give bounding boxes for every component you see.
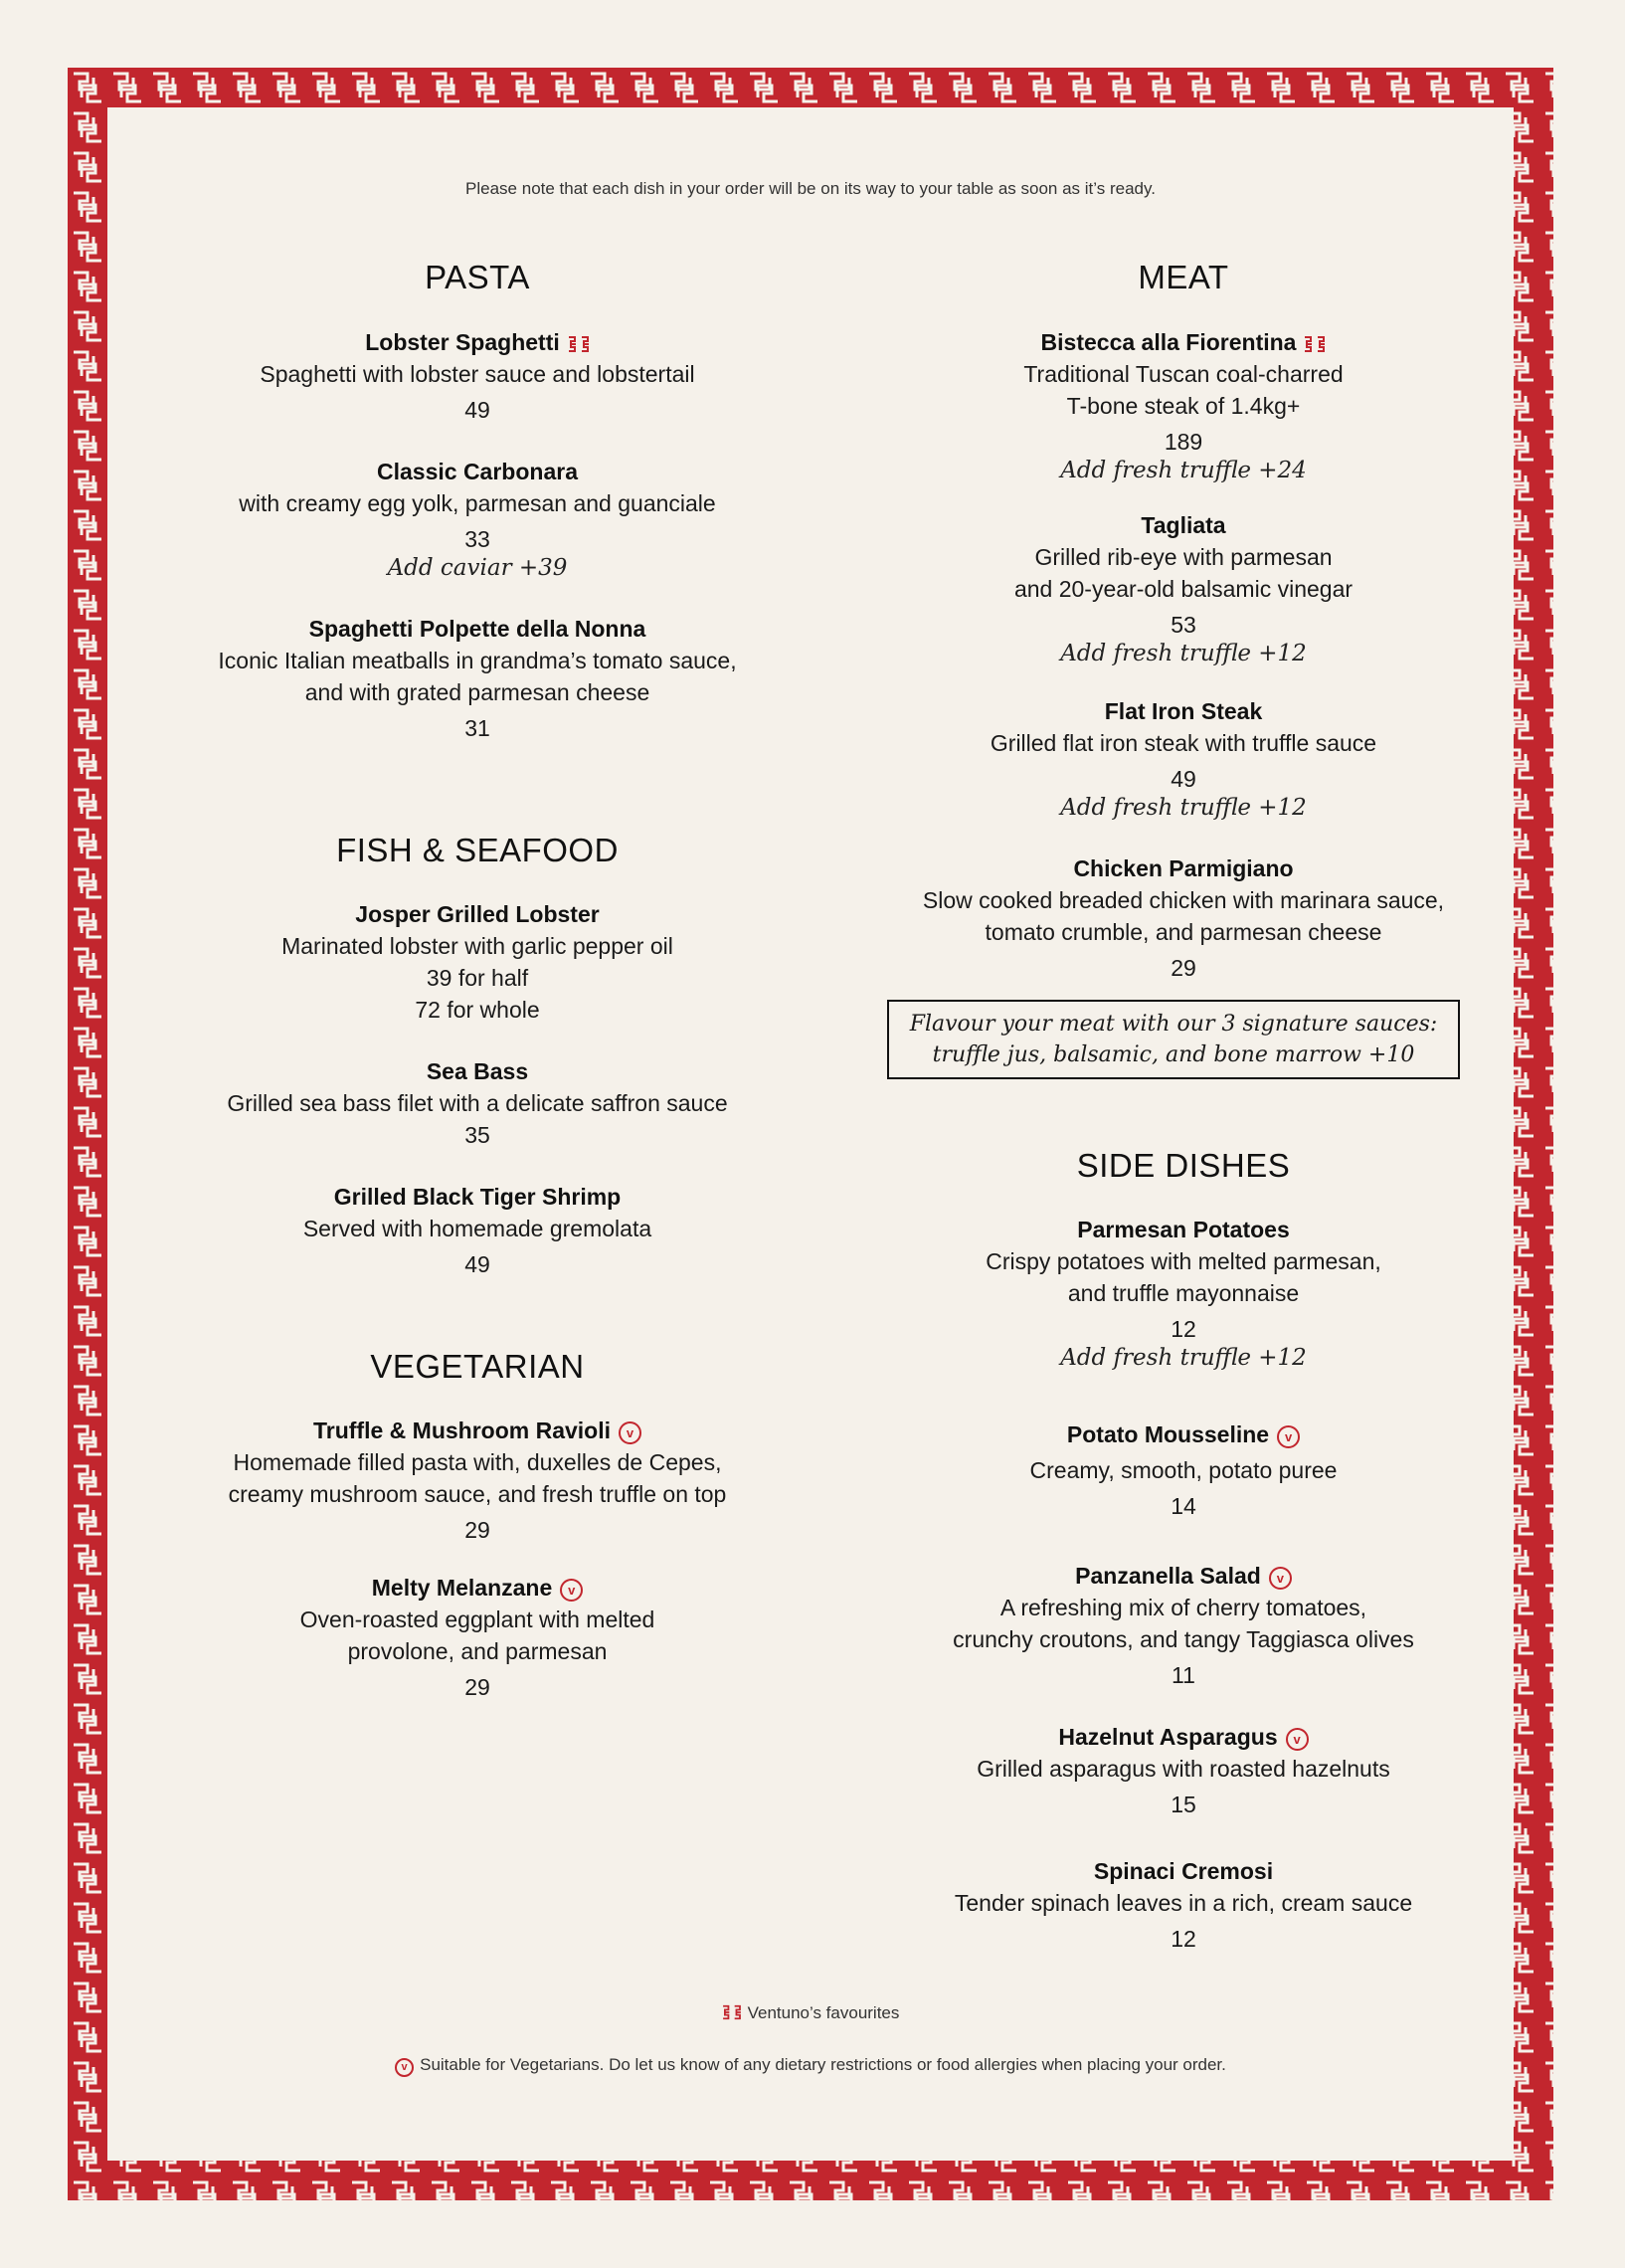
dish-name: Melty Melanzane [371, 1575, 553, 1601]
dish-addon: Add fresh truffle +12 [1060, 795, 1307, 821]
dish-addon: Add caviar +39 [387, 555, 568, 581]
dish-price: 49 [1171, 766, 1196, 792]
dish-price: 12 [1171, 1926, 1196, 1952]
ventuno-favourite-icon [722, 2004, 742, 2020]
section-title-fish: FISH & SEAFOOD [336, 832, 619, 868]
dish-description: T-bone steak of 1.4kg+ [1066, 393, 1301, 419]
dish-description: and 20-year-old balsamic vinegar [1013, 576, 1354, 602]
dish-addon: Add fresh truffle +12 [1060, 641, 1307, 666]
dish-price: 12 [1171, 1316, 1196, 1342]
dish-spinaci-cremosi [865, 1855, 1502, 1955]
dish-description: Served with homemade gremolata [302, 1216, 652, 1241]
dish-description: Grilled rib-eye with parmesan [1034, 544, 1333, 570]
dish-panzanella-salad [865, 1560, 1502, 1691]
menu-page [107, 107, 1514, 2161]
dish-name: Classic Carbonara [377, 459, 578, 484]
dish-price: 49 [464, 1251, 490, 1277]
vegetarian-v-icon: v [560, 1579, 583, 1602]
dish-description: Traditional Tuscan coal-charred [1023, 361, 1344, 387]
dish-bistecca-fiorentina [865, 326, 1502, 483]
dish-lobster-spaghetti [169, 326, 786, 426]
vegetarian-v-icon: v [395, 2058, 414, 2077]
dish-name: Bistecca alla Fiorentina [1040, 329, 1297, 355]
dish-name: Hazelnut Asparagus [1058, 1724, 1278, 1750]
dish-name: Lobster Spaghetti [365, 329, 560, 355]
section-title-pasta: PASTA [425, 259, 530, 295]
dish-price: 15 [1171, 1792, 1196, 1817]
dish-hazelnut-asparagus [865, 1721, 1502, 1820]
dish-name: Flat Iron Steak [1104, 698, 1263, 724]
dish-parmesan-potatoes [865, 1214, 1502, 1371]
dish-description: and with grated parmesan cheese [304, 679, 650, 705]
section-title-meat: MEAT [1138, 259, 1229, 295]
dish-price-whole: 72 for whole [415, 997, 540, 1023]
dish-name: Parmesan Potatoes [1077, 1217, 1290, 1242]
dish-description: tomato crumble, and parmesan cheese [985, 919, 1382, 945]
dish-name: Potato Mousseline [1066, 1421, 1270, 1447]
dish-potato-mousseline [865, 1418, 1502, 1522]
dish-spaghetti-polpette [169, 613, 786, 744]
dish-addon: Add fresh truffle +24 [1060, 458, 1307, 483]
dish-description: Slow cooked breaded chicken with marinara sauce, [922, 887, 1445, 913]
dish-price: 29 [1171, 955, 1196, 981]
legend-favourites-text: Ventuno’s favourites [747, 2003, 900, 2022]
dish-flat-iron-steak [865, 695, 1502, 821]
order-notice: Please note that each dish in your order will be on its way to your table as soon as it’s ready. [465, 179, 1156, 198]
ventuno-favourite-icon [568, 335, 590, 353]
dish-description: Homemade filled pasta with, duxelles de Cepes, [233, 1449, 722, 1475]
section-title-sides: SIDE DISHES [1076, 1147, 1291, 1184]
section-title-vegetarian: VEGETARIAN [370, 1348, 585, 1385]
dish-description: Oven-roasted eggplant with melted [299, 1606, 655, 1632]
signature-sauces-note [887, 1000, 1460, 1079]
dish-sea-bass [169, 1055, 786, 1151]
dish-price: 33 [464, 526, 490, 552]
dish-description: Crispy potatoes with melted parmesan, [986, 1248, 1381, 1274]
dish-description: with creamy egg yolk, parmesan and guanciale [239, 490, 716, 516]
dish-price: 53 [1171, 612, 1196, 638]
dish-name: Grilled Black Tiger Shrimp [333, 1184, 622, 1210]
ventuno-favourite-icon [1304, 335, 1326, 353]
dish-description: creamy mushroom sauce, and fresh truffle on top [228, 1481, 727, 1507]
dish-name: Truffle & Mushroom Ravioli [312, 1418, 612, 1443]
dish-description: A refreshing mix of cherry tomatoes, [999, 1595, 1367, 1620]
dish-description: Spaghetti with lobster sauce and lobstertail [260, 361, 695, 387]
sauce-note-line: Flavour your meat with our 3 signature sauces: [909, 1012, 1438, 1037]
dish-chicken-parmigiano [865, 852, 1502, 984]
dish-name: Panzanella Salad [1075, 1563, 1261, 1589]
dish-classic-carbonara [169, 456, 786, 581]
dish-price-half: 39 for half [426, 965, 529, 991]
dish-description: crunchy croutons, and tangy Taggiasca olives [953, 1626, 1414, 1652]
legend-vegetarian-text: Suitable for Vegetarians. Do let us know of any dietary restrictions or food allergies when placing your order. [420, 2055, 1226, 2074]
legend-favourites [107, 2003, 1514, 2023]
dish-tagliata [865, 509, 1502, 666]
dish-description: Grilled asparagus with roasted hazelnuts [977, 1756, 1390, 1782]
dish-description: provolone, and parmesan [347, 1638, 608, 1664]
dish-price: 11 [1172, 1662, 1195, 1688]
dish-name: Sea Bass [426, 1058, 529, 1084]
sauce-note-line: truffle jus, balsamic, and bone marrow +10 [932, 1042, 1415, 1067]
dish-price: 14 [1171, 1493, 1196, 1519]
dish-price: 49 [464, 397, 490, 423]
dish-name: Tagliata [1141, 512, 1226, 538]
dish-price: 29 [464, 1674, 490, 1700]
dish-description: Iconic Italian meatballs in grandma’s tomato sauce, [218, 648, 737, 673]
dish-description: Grilled sea bass filet with a delicate saffron sauce [227, 1090, 728, 1116]
dish-addon: Add fresh truffle +12 [1060, 1345, 1307, 1371]
dish-name: Josper Grilled Lobster [355, 901, 600, 927]
dish-description: Marinated lobster with garlic pepper oil [281, 933, 673, 959]
dish-name: Chicken Parmigiano [1073, 855, 1294, 881]
dish-description: Creamy, smooth, potato puree [1029, 1457, 1338, 1483]
vegetarian-v-icon: v [1277, 1425, 1300, 1448]
dish-truffle-ravioli [169, 1415, 786, 1546]
dish-price: 29 [464, 1517, 490, 1543]
dish-name: Spaghetti Polpette della Nonna [308, 616, 646, 642]
dish-melty-melanzane [169, 1572, 786, 1703]
vegetarian-v-icon: v [619, 1421, 641, 1444]
dish-description: Grilled flat iron steak with truffle sauce [990, 730, 1377, 756]
dish-black-tiger-shrimp [169, 1181, 786, 1280]
dish-price: 35 [464, 1122, 490, 1148]
dish-description: and truffle mayonnaise [1067, 1280, 1300, 1306]
dish-price: 31 [464, 715, 490, 741]
vegetarian-v-icon: v [1269, 1567, 1292, 1590]
dish-name: Spinaci Cremosi [1093, 1858, 1274, 1884]
vegetarian-v-icon: v [1286, 1728, 1309, 1751]
legend-vegetarian [107, 2055, 1514, 2077]
dish-description: Tender spinach leaves in a rich, cream sauce [954, 1890, 1413, 1916]
dish-josper-lobster [169, 898, 786, 1026]
dish-price: 189 [1164, 429, 1203, 455]
